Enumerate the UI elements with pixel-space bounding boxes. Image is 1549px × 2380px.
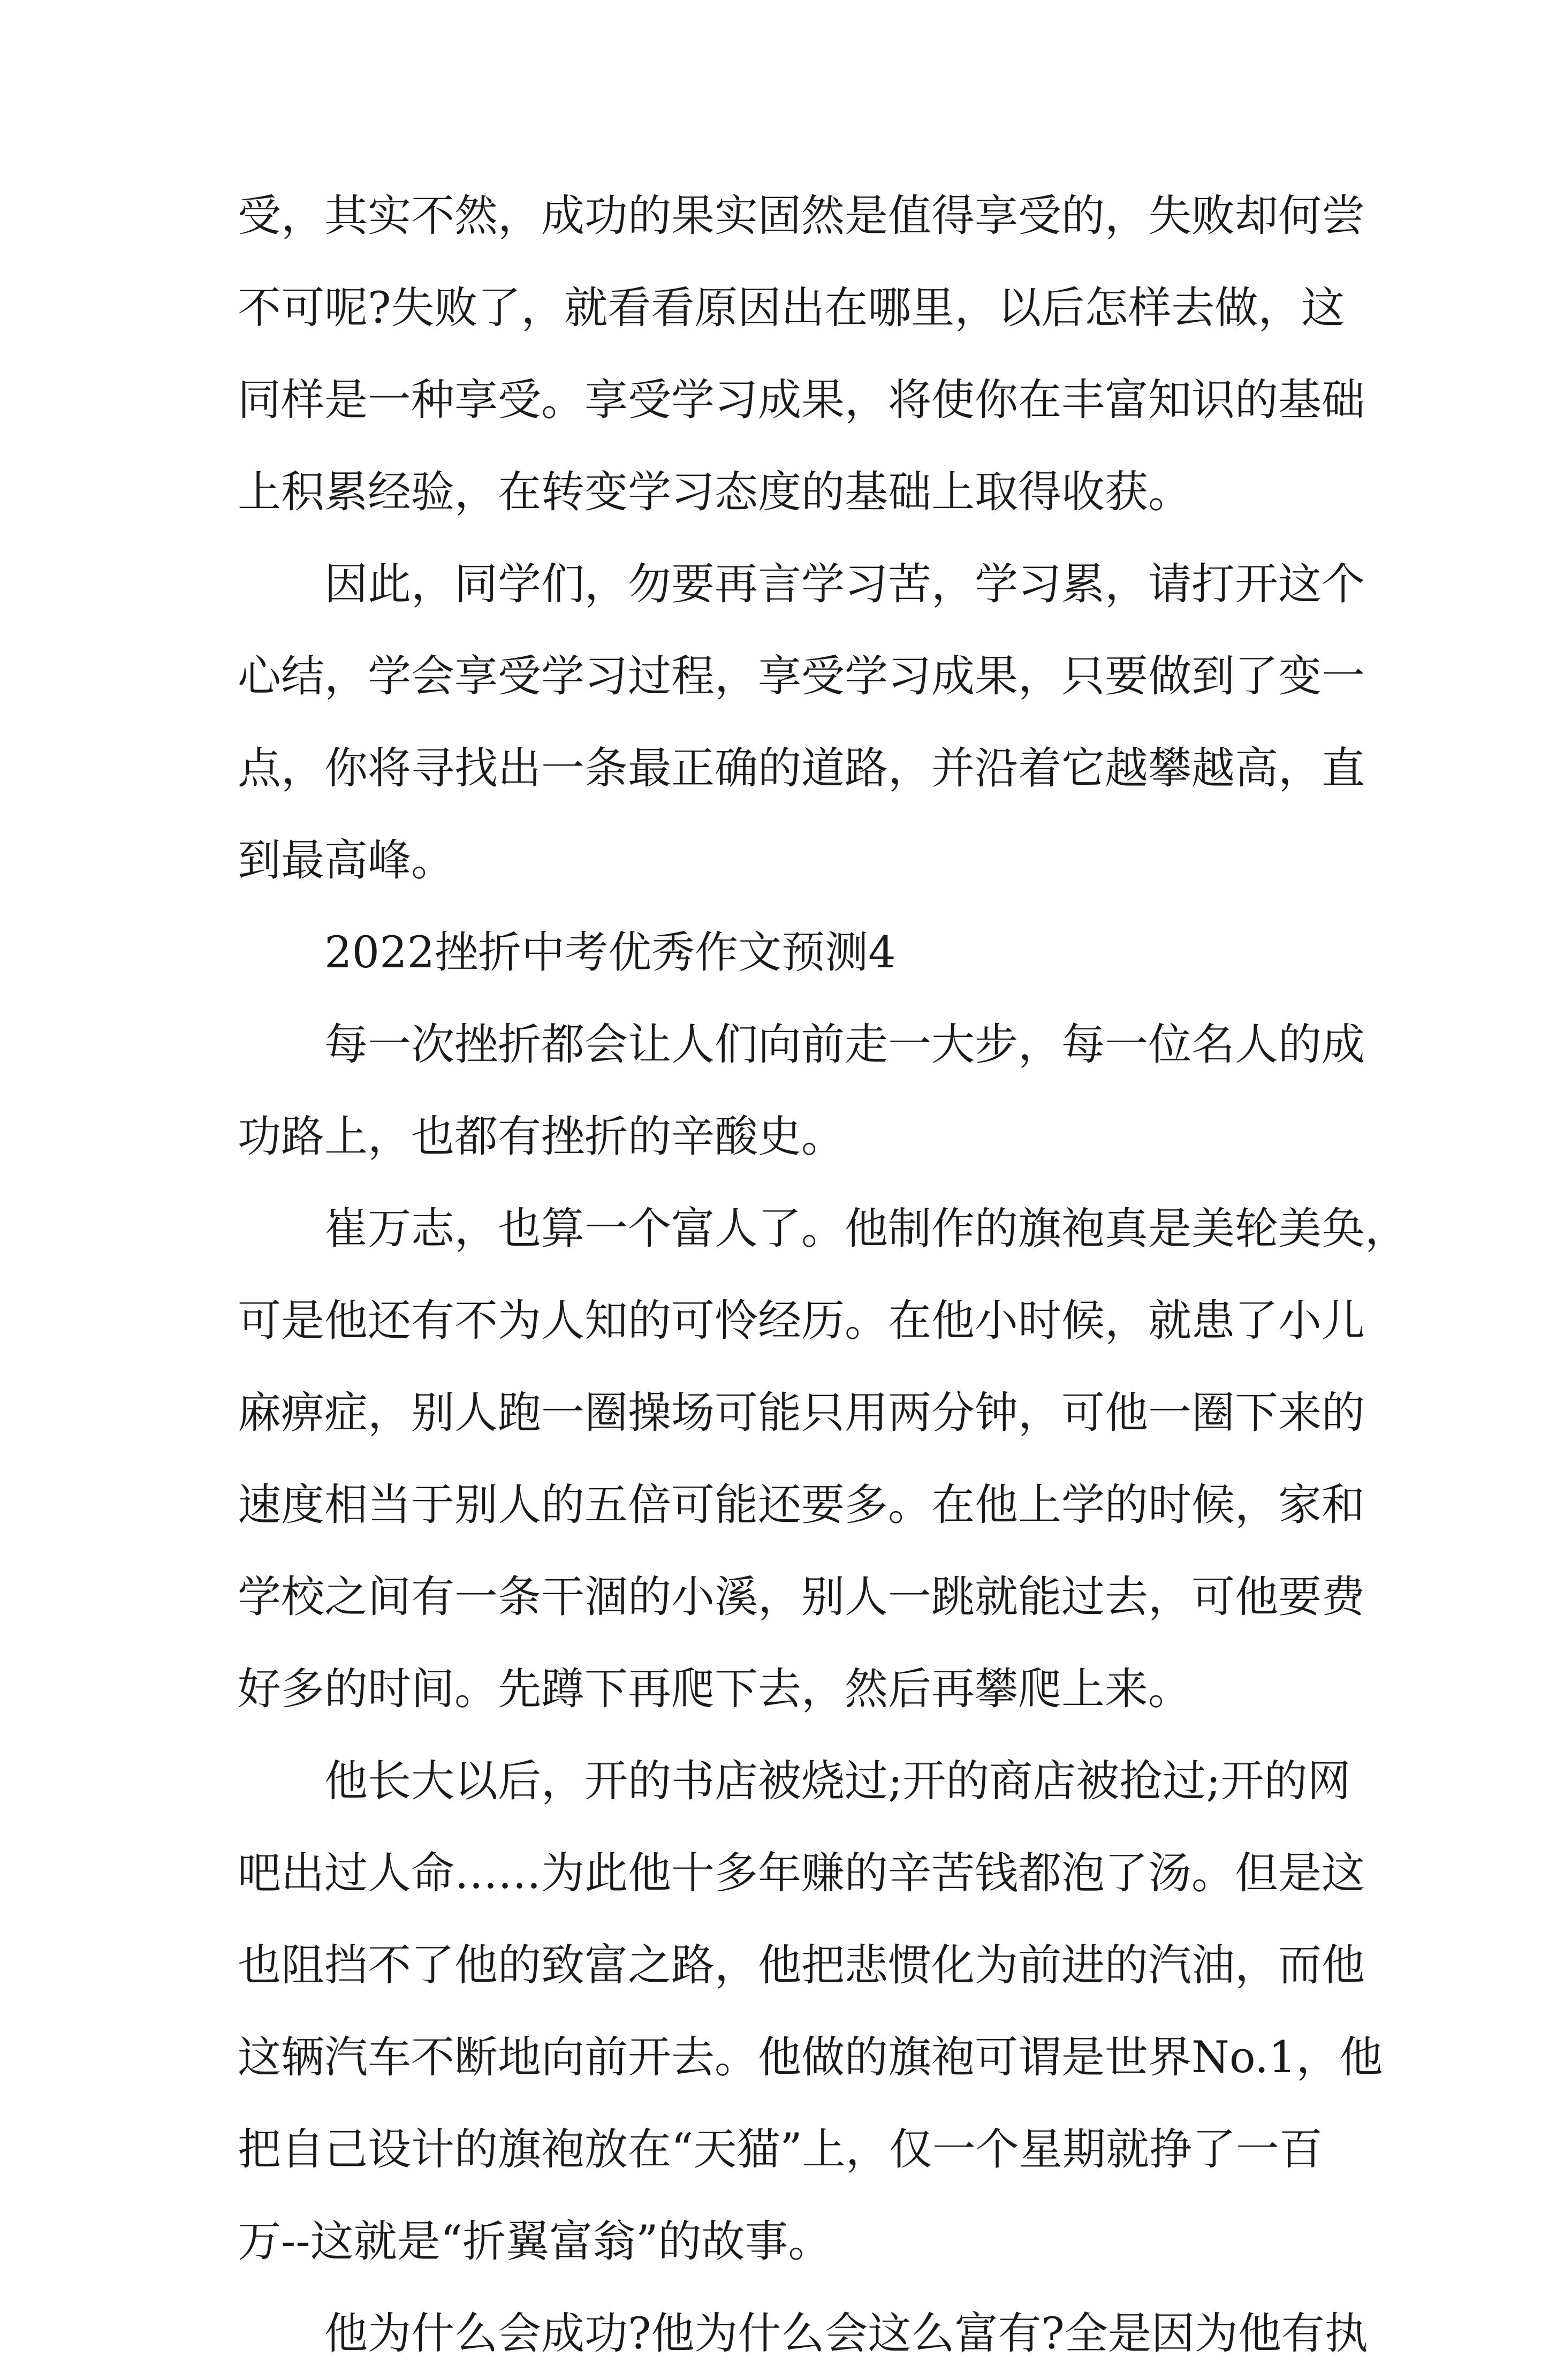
section-heading: 2022挫折中考优秀作文预测4 (324, 928, 896, 978)
text-line: 这辆汽车不断地向前开去。他做的旗袍可谓是世界No.1，他 (238, 2033, 1383, 2083)
paragraph-start-line: 他为什么会成功?他为什么会这么富有?全是因为他有执 (324, 2309, 1368, 2359)
text-line: 也阻挡不了他的致富之路，他把悲惯化为前进的汽油，而他 (238, 1941, 1365, 1991)
paragraph-start-line: 因此，同学们，勿要再言学习苦，学习累，请打开这个 (324, 559, 1365, 610)
text-line: 学校之间有一条干涸的小溪，别人一跳就能过去，可他要费 (238, 1572, 1365, 1623)
text-line: 心结，学会享受学习过程，享受学习成果，只要做到了变一 (238, 651, 1365, 702)
text-line: 功路上，也都有挫折的辛酸史。 (238, 1112, 845, 1162)
text-line: 同样是一种享受。享受学习成果，将使你在丰富知识的基础 (238, 375, 1365, 426)
body-text (238, 170, 1409, 2380)
paragraph-start-line: 他长大以后，开的书店被烧过;开的商店被抢过;开的网 (324, 1756, 1351, 1807)
text-line: 速度相当于别人的五倍可能还要多。在他上学的时候，家和 (238, 1480, 1365, 1530)
paragraph-start-line: 崔万志，也算一个富人了。他制作的旗袍真是美轮美奂， (324, 1204, 1409, 1254)
text-line: 把自己设计的旗袍放在“天猫”上，仅一个星期就挣了一百 (238, 2125, 1323, 2175)
paragraph-start-line: 每一次挫折都会让人们向前走一大步，每一位名人的成 (324, 1020, 1365, 1070)
text-line: 受，其实不然，成功的果实固然是值得享受的，失败却何尝 (238, 191, 1365, 241)
text-line: 到最高峰。 (238, 836, 455, 886)
text-line: 可是他还有不为人知的可怜经历。在他小时候，就患了小儿 (238, 1296, 1365, 1346)
text-line: 上积累经验，在转变学习态度的基础上取得收获。 (238, 467, 1192, 518)
text-line: 吧出过人命……为此他十多年赚的辛苦钱都泡了汤。但是这 (238, 1848, 1365, 1899)
text-line: 点，你将寻找出一条最正确的道路，并沿着它越攀越高，直 (238, 744, 1365, 794)
text-line: 不可呢?失败了，就看看原因出在哪里，以后怎样去做，这 (238, 283, 1345, 333)
text-line: 万--这就是“折翼富翁”的故事。 (238, 2217, 832, 2267)
text-line: 麻痹症，别人跑一圈操场可能只用两分钟，可他一圈下来的 (238, 1388, 1365, 1438)
text-line: 好多的时间。先蹲下再爬下去，然后再攀爬上来。 (238, 1664, 1192, 1715)
